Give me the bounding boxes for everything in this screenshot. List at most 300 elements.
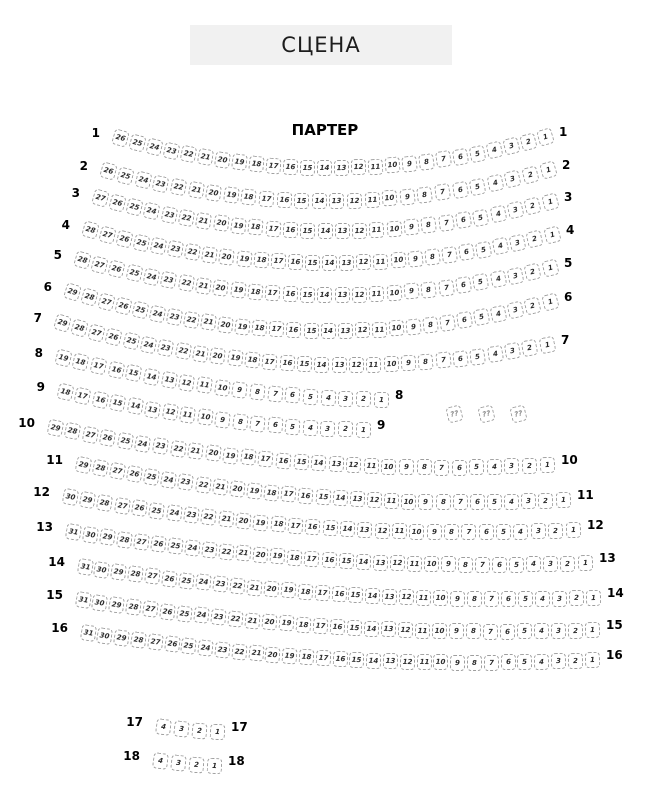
seat[interactable]: 9 — [403, 283, 419, 300]
seat[interactable]: 1 — [543, 225, 561, 244]
seat[interactable]: 4 — [320, 389, 336, 406]
seat[interactable]: 25 — [167, 537, 184, 555]
seat[interactable]: 1 — [209, 724, 225, 741]
seat[interactable]: 16 — [321, 551, 337, 568]
seat[interactable]: 28 — [116, 531, 133, 549]
seat[interactable]: 26 — [115, 229, 133, 248]
seat[interactable]: 2 — [519, 132, 538, 151]
seat[interactable]: 9 — [427, 524, 442, 540]
seat[interactable]: 22 — [175, 342, 192, 360]
seat[interactable]: 19 — [223, 186, 240, 204]
seat[interactable]: 11 — [416, 654, 431, 670]
seat[interactable]: 18 — [56, 383, 74, 402]
seat[interactable]: 24 — [184, 539, 201, 557]
seat[interactable]: 5 — [487, 494, 502, 510]
seat[interactable]: 13 — [333, 160, 348, 176]
seat[interactable]: 22 — [169, 440, 186, 458]
seat[interactable]: 26 — [159, 603, 176, 621]
seat[interactable]: 20 — [205, 445, 222, 463]
seat[interactable]: 30 — [61, 488, 79, 506]
seat[interactable]: 11 — [384, 493, 400, 510]
seat[interactable]: 4 — [487, 459, 502, 475]
seat[interactable]: 10 — [401, 493, 416, 509]
seat[interactable]: 21 — [201, 246, 218, 264]
seat[interactable]: 5 — [472, 273, 489, 291]
seat[interactable]: 16 — [91, 390, 109, 409]
seat[interactable]: 25 — [125, 198, 143, 217]
seat[interactable]: 15 — [125, 364, 143, 383]
seat[interactable]: 1 — [541, 258, 559, 277]
seat[interactable]: 21 — [212, 478, 229, 496]
seat[interactable]: 2 — [523, 197, 541, 216]
seat[interactable]: 6 — [455, 276, 472, 294]
seat[interactable]: 2 — [338, 421, 354, 438]
seat[interactable]: 7 — [434, 150, 451, 168]
seat[interactable]: 24 — [166, 504, 183, 522]
seat[interactable]: 6 — [492, 557, 507, 573]
seat[interactable]: 3 — [507, 301, 525, 320]
seat[interactable]: 3 — [504, 458, 520, 474]
seat[interactable]: 6 — [452, 350, 469, 368]
seat[interactable]: 12 — [354, 322, 370, 339]
seat[interactable]: 6 — [500, 654, 515, 670]
seat[interactable]: 19 — [222, 447, 239, 465]
seat[interactable]: 21 — [200, 313, 217, 331]
seat[interactable]: 19 — [280, 582, 296, 599]
seat[interactable]: 4 — [489, 205, 507, 224]
seat[interactable]: 1 — [555, 492, 571, 509]
seat[interactable]: 1 — [355, 422, 370, 438]
seat[interactable]: 6 — [455, 211, 472, 229]
seat[interactable]: 8 — [416, 459, 431, 475]
seat[interactable]: 15 — [303, 323, 318, 339]
seat[interactable]: 27 — [108, 462, 126, 480]
seat[interactable]: 2 — [188, 756, 204, 773]
seat[interactable]: 15 — [322, 520, 338, 537]
seat[interactable]: 5 — [475, 240, 493, 258]
seat[interactable]: 8 — [232, 413, 249, 431]
seat[interactable]: 23 — [157, 339, 175, 357]
seat[interactable]: 15 — [338, 553, 354, 570]
seat[interactable]: 21 — [187, 442, 204, 460]
seat[interactable]: 18 — [248, 219, 264, 236]
seat[interactable]: 23 — [160, 271, 178, 289]
seat[interactable]: 25 — [132, 233, 150, 252]
seat[interactable]: 12 — [350, 159, 366, 176]
seat[interactable]: 15 — [347, 619, 363, 636]
seat[interactable]: 2 — [548, 522, 564, 539]
seat[interactable]: 7 — [438, 279, 455, 297]
seat[interactable]: 13 — [339, 255, 354, 271]
seat[interactable]: 3 — [504, 170, 522, 189]
seat[interactable]: 9 — [401, 155, 418, 172]
seat[interactable]: 4 — [485, 141, 503, 160]
seat[interactable]: 14 — [321, 323, 336, 339]
seat[interactable]: 24 — [195, 574, 212, 592]
seat[interactable]: 1 — [584, 652, 600, 669]
seat[interactable]: 6 — [470, 494, 485, 510]
seat[interactable]: 13 — [337, 323, 352, 339]
seat[interactable]: 7 — [453, 494, 468, 510]
seat[interactable]: 10 — [381, 458, 396, 474]
seat[interactable]: 8 — [249, 383, 266, 401]
seat[interactable]: 8 — [422, 316, 439, 334]
seat[interactable]: 19 — [270, 548, 286, 565]
seat[interactable]: 7 — [435, 352, 451, 369]
seat[interactable]: 4 — [302, 419, 318, 436]
seat[interactable]: 12 — [374, 522, 390, 539]
seat[interactable]: 8 — [420, 281, 437, 299]
seat[interactable]: 22 — [218, 543, 235, 560]
seat[interactable]: 12 — [347, 192, 363, 209]
seat[interactable]: 8 — [420, 216, 437, 234]
seat[interactable]: 7 — [461, 524, 476, 540]
seat[interactable]: 18 — [287, 549, 303, 566]
seat[interactable]: 16 — [276, 191, 292, 208]
seat[interactable]: 7 — [438, 214, 455, 232]
seat[interactable]: 5 — [468, 144, 486, 163]
seat[interactable]: 3 — [551, 591, 566, 607]
seat[interactable]: 17 — [265, 157, 281, 174]
seat[interactable]: 1 — [539, 457, 555, 474]
seat[interactable]: 3 — [543, 556, 558, 572]
seat[interactable]: 11 — [407, 556, 422, 572]
seat[interactable]: 12 — [398, 622, 414, 639]
seat[interactable]: 1 — [541, 192, 560, 211]
seat[interactable]: 11 — [416, 590, 431, 606]
seat[interactable]: 8 — [418, 153, 435, 171]
seat[interactable]: 2 — [568, 590, 583, 606]
seat[interactable]: 23 — [152, 437, 169, 455]
seat[interactable]: 8 — [444, 524, 459, 540]
seat[interactable]: 11 — [367, 158, 383, 175]
seat[interactable]: 28 — [127, 565, 144, 583]
seat[interactable]: 26 — [108, 193, 127, 212]
seat[interactable]: 18 — [298, 648, 314, 665]
seat[interactable]: 16 — [282, 286, 298, 303]
seat[interactable]: 10 — [424, 556, 439, 572]
seat[interactable]: 11 — [364, 191, 380, 208]
seat[interactable]: 9 — [399, 459, 414, 475]
seat[interactable]: 8 — [467, 591, 482, 607]
seat[interactable]: 26 — [161, 570, 178, 588]
seat[interactable]: 17 — [287, 517, 303, 534]
seat[interactable]: 3 — [338, 390, 354, 407]
seat[interactable]: 20 — [261, 613, 277, 630]
seat[interactable]: 20 — [229, 480, 246, 498]
seat[interactable]: 17 — [315, 650, 331, 667]
seat[interactable]: 13 — [329, 193, 344, 209]
seat[interactable]: 1 — [538, 336, 556, 355]
seat[interactable]: 23 — [166, 308, 184, 326]
seat[interactable]: 26 — [99, 429, 117, 447]
seat[interactable]: 16 — [275, 452, 291, 469]
seat[interactable]: 28 — [73, 250, 92, 269]
seat[interactable]: 29 — [113, 629, 130, 647]
seat[interactable]: 20 — [265, 646, 281, 663]
seat[interactable]: 17 — [314, 584, 330, 601]
seat[interactable]: 2 — [521, 339, 539, 357]
seat[interactable]: 6 — [500, 624, 515, 640]
seat[interactable]: 17 — [269, 321, 285, 338]
seat[interactable]: 3 — [173, 720, 190, 737]
seat[interactable]: 16 — [286, 322, 302, 339]
seat[interactable]: 25 — [148, 502, 165, 520]
seat[interactable]: 4 — [534, 654, 549, 670]
seat[interactable]: 17 — [313, 617, 329, 634]
seat[interactable]: 3 — [506, 201, 524, 220]
seat[interactable]: 2 — [567, 652, 583, 669]
seat[interactable]: 26 — [114, 296, 132, 315]
seat[interactable]: 15 — [293, 454, 309, 471]
seat[interactable]: 21 — [196, 148, 213, 166]
seat[interactable]: 27 — [144, 568, 161, 586]
seat[interactable]: 24 — [142, 267, 160, 286]
seat[interactable]: 29 — [99, 528, 116, 546]
seat[interactable]: 4 — [489, 270, 507, 289]
seat[interactable]: 20 — [212, 279, 229, 297]
seat[interactable]: 9 — [441, 556, 456, 572]
seat[interactable]: 13 — [328, 456, 344, 473]
seat[interactable]: 27 — [87, 323, 106, 342]
seat[interactable]: 29 — [110, 563, 127, 581]
seat[interactable]: 27 — [113, 497, 130, 515]
seat[interactable]: 6 — [451, 181, 468, 199]
seat[interactable]: 19 — [246, 482, 263, 500]
seat[interactable]: 28 — [80, 287, 99, 306]
seat[interactable]: 28 — [64, 422, 82, 441]
seat[interactable]: 13 — [381, 621, 397, 638]
seat[interactable]: 11 — [363, 458, 379, 475]
seat[interactable]: 12 — [178, 374, 195, 392]
seat[interactable]: 14 — [126, 397, 144, 415]
seat[interactable]: 31 — [76, 558, 93, 576]
seat[interactable]: 13 — [335, 223, 350, 239]
seat[interactable]: 14 — [316, 160, 331, 176]
seat[interactable]: 21 — [192, 345, 209, 363]
seat[interactable]: 19 — [231, 153, 248, 171]
seat[interactable]: 26 — [164, 636, 181, 654]
seat[interactable]: 14 — [317, 287, 332, 303]
seat[interactable]: 25 — [117, 432, 134, 450]
seat[interactable]: 7 — [250, 415, 266, 432]
seat[interactable]: 15 — [109, 394, 127, 413]
seat[interactable]: 14 — [322, 255, 337, 271]
seat[interactable]: 7 — [484, 655, 499, 671]
seat[interactable]: 26 — [131, 499, 148, 517]
seat[interactable]: 12 — [389, 555, 405, 572]
seat[interactable]: 5 — [469, 459, 484, 475]
seat[interactable]: 19 — [282, 647, 298, 664]
seat[interactable]: 6 — [452, 459, 467, 475]
seat[interactable]: 28 — [125, 598, 142, 616]
seat[interactable]: 26 — [111, 128, 130, 147]
seat[interactable]: 13 — [144, 400, 161, 418]
seat[interactable]: 11 — [196, 376, 213, 394]
seat[interactable]: 7 — [434, 460, 449, 476]
seat[interactable]: 26 — [107, 260, 125, 279]
seat[interactable]: 5 — [473, 308, 491, 326]
seat[interactable]: 20 — [213, 215, 230, 233]
seat[interactable]: 1 — [585, 590, 600, 606]
seat[interactable]: 19 — [279, 615, 295, 632]
seat[interactable]: 23 — [210, 609, 227, 626]
seat[interactable]: 10 — [381, 190, 397, 207]
seat[interactable]: 1 — [577, 555, 593, 572]
seat[interactable]: 12 — [349, 357, 364, 373]
seat[interactable]: 25 — [128, 133, 147, 152]
seat[interactable]: 11 — [371, 321, 387, 338]
seat[interactable]: 22 — [179, 145, 197, 164]
seat[interactable]: 19 — [236, 250, 252, 267]
seat[interactable]: 3 — [506, 267, 524, 286]
seat[interactable]: 30 — [96, 627, 113, 645]
seat[interactable]: 16 — [331, 585, 347, 602]
seat[interactable]: 29 — [62, 282, 81, 302]
seat[interactable]: 29 — [74, 456, 92, 475]
seat[interactable]: 21 — [195, 212, 212, 230]
seat[interactable]: 12 — [352, 222, 368, 238]
seat[interactable]: 27 — [91, 188, 110, 207]
seat[interactable]: 25 — [180, 638, 197, 656]
seat-unknown[interactable]: ?? — [509, 404, 527, 423]
seat[interactable]: 28 — [81, 220, 100, 239]
seat[interactable]: 2 — [521, 165, 540, 184]
seat[interactable]: 15 — [305, 255, 320, 271]
seat[interactable]: 5 — [496, 524, 511, 540]
seat[interactable]: 10 — [388, 320, 404, 337]
seat[interactable]: 14 — [317, 223, 332, 239]
seat[interactable]: 22 — [170, 178, 188, 196]
seat[interactable]: 31 — [74, 591, 91, 609]
seat[interactable]: 9 — [403, 218, 419, 235]
seat[interactable]: 4 — [535, 591, 550, 607]
seat[interactable]: 19 — [230, 281, 247, 298]
seat[interactable]: 22 — [200, 508, 217, 526]
seat[interactable]: 24 — [148, 304, 166, 323]
seat[interactable]: 8 — [466, 623, 481, 639]
seat[interactable]: 4 — [492, 237, 510, 256]
seat[interactable]: 22 — [195, 476, 212, 494]
seat[interactable]: 14 — [366, 652, 382, 669]
seat[interactable]: 27 — [147, 633, 164, 651]
seat[interactable]: 12 — [352, 286, 367, 302]
seat[interactable]: 2 — [524, 297, 542, 316]
seat[interactable]: 12 — [162, 403, 179, 421]
seat[interactable]: 1 — [541, 292, 560, 311]
seat[interactable]: 22 — [229, 577, 245, 594]
seat[interactable]: 11 — [179, 406, 196, 424]
seat[interactable]: 27 — [98, 225, 116, 244]
seat[interactable]: 21 — [246, 579, 262, 596]
seat[interactable]: 17 — [270, 253, 286, 270]
seat[interactable]: 21 — [248, 644, 264, 661]
seat[interactable]: 11 — [369, 221, 385, 238]
seat[interactable]: 27 — [81, 426, 99, 444]
seat[interactable]: 2 — [356, 391, 372, 408]
seat[interactable]: 16 — [107, 360, 125, 379]
seat[interactable]: 26 — [150, 535, 167, 553]
seat[interactable]: 19 — [253, 514, 269, 531]
seat[interactable]: 20 — [213, 151, 230, 169]
seat[interactable]: 9 — [450, 655, 465, 671]
seat[interactable]: 3 — [531, 523, 546, 539]
seat[interactable]: 10 — [409, 524, 424, 540]
seat[interactable]: 3 — [550, 623, 565, 639]
seat[interactable]: 2 — [191, 722, 207, 739]
seat[interactable]: 25 — [116, 166, 134, 185]
seat[interactable]: 12 — [356, 254, 372, 271]
seat[interactable]: 19 — [234, 318, 251, 335]
seat[interactable]: 21 — [235, 545, 251, 562]
seat[interactable]: 4 — [504, 494, 519, 510]
seat[interactable]: 3 — [509, 234, 527, 253]
seat[interactable]: 15 — [348, 587, 364, 604]
seat[interactable]: 2 — [524, 263, 542, 282]
seat[interactable]: 23 — [183, 506, 200, 524]
seat[interactable]: 4 — [155, 718, 172, 736]
seat[interactable]: 3 — [320, 420, 336, 437]
seat[interactable]: 14 — [314, 356, 329, 372]
seat[interactable]: 29 — [79, 491, 96, 509]
seat[interactable]: 4 — [152, 752, 169, 770]
seat[interactable]: 20 — [235, 512, 252, 529]
seat[interactable]: 17 — [304, 550, 320, 567]
seat[interactable]: 18 — [252, 320, 268, 337]
seat[interactable]: 18 — [297, 583, 313, 600]
seat[interactable]: 5 — [472, 208, 490, 226]
seat[interactable]: 10 — [384, 157, 400, 174]
seat[interactable]: 7 — [475, 557, 490, 573]
seat[interactable]: 13 — [160, 371, 177, 389]
seat[interactable]: 7 — [267, 385, 283, 402]
seat[interactable]: 13 — [349, 491, 365, 508]
seat[interactable]: 30 — [81, 526, 98, 544]
seat[interactable]: 10 — [433, 654, 448, 670]
seat[interactable]: 1 — [565, 522, 581, 539]
seat[interactable]: 24 — [193, 607, 210, 625]
seat[interactable]: 12 — [367, 492, 383, 509]
seat[interactable]: 28 — [96, 494, 113, 512]
seat[interactable]: 10 — [386, 284, 402, 301]
seat[interactable]: 18 — [253, 252, 269, 269]
seat[interactable]: 7 — [483, 624, 498, 640]
seat[interactable]: 11 — [415, 622, 430, 638]
seat[interactable]: 13 — [357, 522, 373, 539]
seat[interactable]: 9 — [400, 355, 416, 372]
seat[interactable]: 10 — [214, 379, 231, 397]
seat[interactable]: 21 — [195, 277, 212, 295]
seat[interactable]: 14 — [355, 553, 371, 570]
seat[interactable]: 14 — [332, 490, 348, 507]
seat[interactable]: 11 — [373, 253, 389, 270]
seat[interactable]: 18 — [247, 283, 263, 300]
seat[interactable]: 12 — [399, 589, 415, 606]
seat[interactable]: 12 — [399, 653, 414, 669]
seat[interactable]: 31 — [64, 523, 81, 541]
seat[interactable]: 20 — [253, 546, 269, 563]
seat[interactable]: 17 — [258, 190, 274, 207]
seat[interactable]: 5 — [517, 654, 532, 670]
seat[interactable]: 24 — [197, 639, 214, 657]
seat[interactable]: 27 — [97, 292, 116, 311]
seat[interactable]: 10 — [197, 409, 214, 427]
seat[interactable]: 25 — [143, 468, 160, 486]
seat[interactable]: 22 — [178, 209, 196, 227]
seat[interactable]: 2 — [567, 622, 582, 638]
seat[interactable]: 20 — [218, 248, 235, 266]
seat[interactable]: 10 — [433, 590, 448, 606]
